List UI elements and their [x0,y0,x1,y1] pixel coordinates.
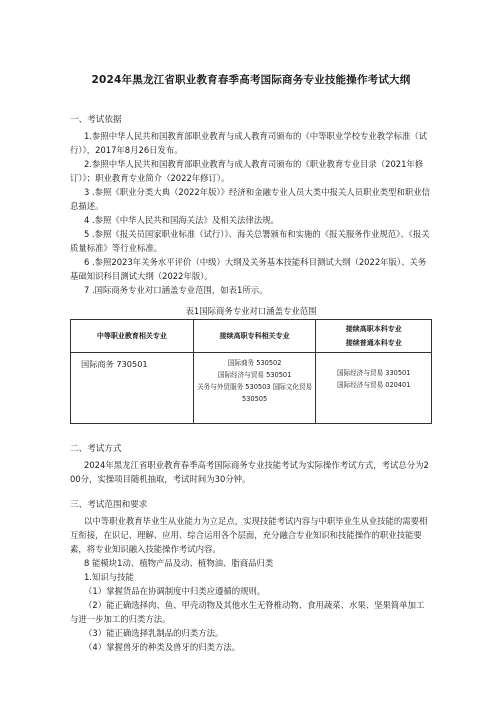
scope-intro: 以中等职业教育毕业生从业能力为立足点，实现技能考试内容与中职毕业生从业技能的需要相互衔接，在识记、理解、应用、综合运用各个层面，充分融合专业知识和技能操作的职业技能要素，将专业知识融入技能操作考试内容。 [70,516,428,554]
header-secondary-major: 中等职业教育相关专业 [71,320,194,353]
point-2: （2）能正确选择肉、鱼、甲壳动物及其他水生无脊椎动物、食用蔬菜、水果、坚果简单加工与进一步加工的归类方法。 [70,600,425,624]
basis-item-2: 2.参照中华人民共和国教育部职业教育与成人教育司颁布的《职业教育专业目录（2021年修订）》；职业教育专业简介（2022年修订）。 [70,159,424,183]
point-4: （4）掌握兽牙的种类及兽牙的归类方法。 [84,642,241,652]
header-vocational-undergraduate: 接续高职本科专业 [345,325,402,333]
cell-secondary-major: 国际商务 730501 [71,353,194,424]
table-header-row [71,320,432,353]
section-heading-scope: 三、考试范围和要求 [70,500,148,510]
basis-item-6: 6 .参照2023年关务水平评价（中级）大纲及关务基本技能科目测试大纲（2022年版）、关务基础知识科目测试大纲（2022年版）。 [70,257,427,281]
basis-item-1: 1.参照中华人民共和国教育部职业教育与成人教育司颁布的《中等职业学校专业教学标准（试行）》，2017年8月26日发布。 [70,131,427,155]
cell-higher-vocational-majors [193,353,316,424]
header-undergraduate-major [316,320,432,353]
basis-item-4: 4 .参照《中华人民共和国海关法》及相关法律法规。 [84,215,279,225]
point-3: （3）能正确选择乳制品的归类方法。 [84,628,224,638]
header-general-undergraduate: 接续普通本科专业 [345,339,402,347]
cell-undergraduate-majors [316,353,432,424]
major-scope-table [70,319,432,424]
basis-item-3: 3 .参照《职业分类大典（2022年版）》经济和金融专业人员大类中报关人员职业类型和职业信息描述。 [70,187,431,211]
table-row [71,353,432,424]
document-title: 2024年黑龙江省职业教育春季高考国际商务专业技能操作考试大纲 [91,74,411,86]
list-item: 国际经济与贸易 530501 [217,371,292,379]
table-caption: 表1国际商务专业对口涵盖专业范围 [185,306,317,316]
module-heading: 8 能模块1动、植物产品及动、植物油、脂商品归类 [84,558,274,568]
point-1: （1）掌握货品在协调制度中归类应遵循的规则。 [84,586,266,596]
section-heading-method: 二、考试方式 [70,444,122,454]
basis-item-7: 7 .国际商务专业对口涵盖专业范围，如表1所示。 [84,285,268,295]
list-item: 国际经济与贸易 330501 [337,369,411,377]
list-item: 国际商务 530502 [227,359,282,367]
header-higher-vocational-major: 接续高职专科相关专业 [193,320,316,353]
list-item: 国际经济与贸易 020401 [337,381,411,389]
sub-heading: 1.知识与技能 [84,572,134,582]
method-text: 2024年黑龙江省职业教育春季高考国际商务专业技能考试为实际操作考试方式，考试总分为200分，实操项目随机抽取，考试时间为30分钟。 [70,460,429,484]
basis-item-5: 5 .参照《报关员国家职业标准（试行）》、海关总署颁布和实施的《报关服务作业规范》、《报关质量标准》等行业标准。 [70,229,430,253]
section-heading-basis: 一、考试依据 [70,115,122,125]
list-item: 关务与外贸服务 530503 国际文化贸易 530505 [197,383,313,403]
